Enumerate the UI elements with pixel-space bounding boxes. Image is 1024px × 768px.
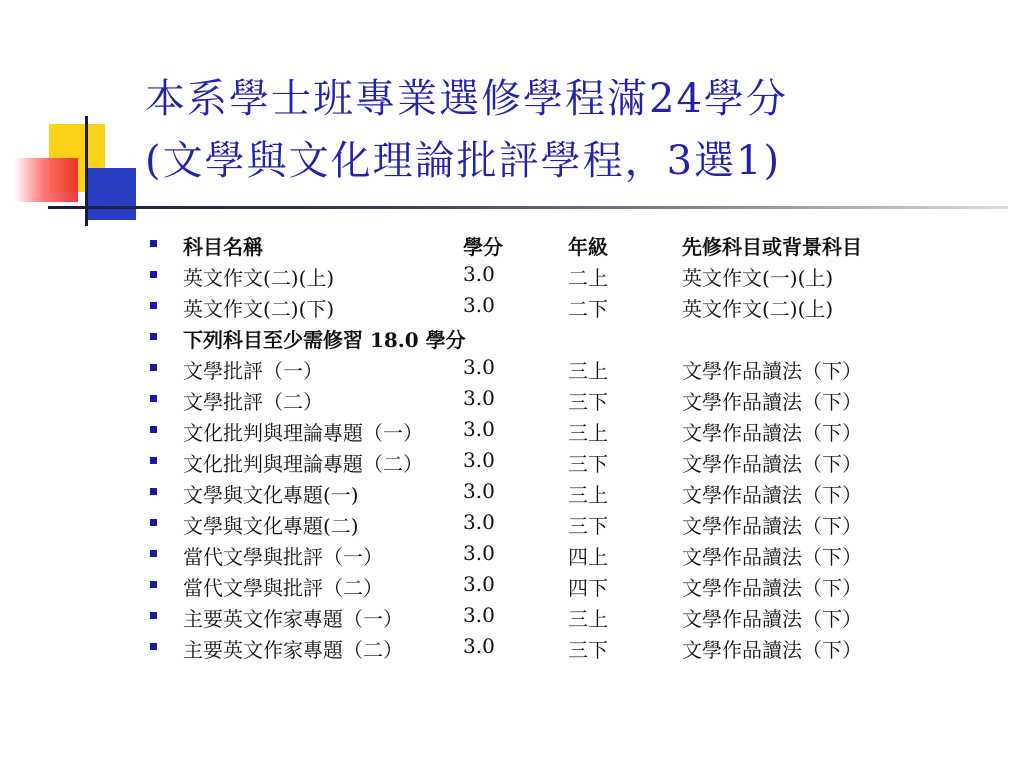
course-name: 當代文學與批評（一）: [183, 545, 383, 569]
course-credit: 3.0: [463, 572, 495, 596]
course-credit: 3.0: [463, 262, 495, 286]
list-item: [150, 384, 1010, 415]
list-item: [150, 291, 1010, 322]
square-bullet-icon: [150, 457, 157, 464]
course-prereq: 文學作品讀法（下）: [682, 607, 862, 631]
square-bullet-icon: [150, 240, 157, 247]
course-year: 四上: [568, 545, 608, 569]
header-row: [150, 229, 1010, 260]
logo-red-bar: [14, 158, 78, 202]
course-year: 二下: [568, 297, 608, 321]
course-credit: 3.0: [463, 541, 495, 565]
course-year: 三上: [568, 421, 608, 445]
list-item: [150, 260, 1010, 291]
header-credit: 學分: [463, 235, 503, 259]
header-prereq: 先修科目或背景科目: [682, 235, 862, 259]
course-credit: 3.0: [463, 293, 495, 317]
course-prereq: 文學作品讀法（下）: [682, 514, 862, 538]
course-name: 文學與文化專題(一): [183, 483, 359, 507]
course-prereq: 英文作文(二)(上): [682, 297, 834, 321]
course-prereq: 文學作品讀法（下）: [682, 638, 862, 662]
course-prereq: 文學作品讀法（下）: [682, 390, 862, 414]
list-item: [150, 446, 1010, 477]
course-name: 英文作文(二)(上): [183, 266, 335, 290]
course-prereq: 文學作品讀法（下）: [682, 421, 862, 445]
course-prereq: 文學作品讀法（下）: [682, 483, 862, 507]
square-bullet-icon: [150, 426, 157, 433]
header-year: 年級: [568, 235, 608, 259]
course-name: 英文作文(二)(下): [183, 297, 335, 321]
title-line-2: (文學與文化理論批評學程，3選1): [145, 138, 782, 184]
square-bullet-icon: [150, 488, 157, 495]
course-credit: 3.0: [463, 634, 495, 658]
header-name: 科目名稱: [183, 235, 263, 259]
square-bullet-icon: [150, 612, 157, 619]
course-year: 三上: [568, 359, 608, 383]
list-item: [150, 570, 1010, 601]
square-bullet-icon: [150, 271, 157, 278]
logo-vertical-line: [85, 116, 88, 226]
course-prereq: 文學作品讀法（下）: [682, 576, 862, 600]
square-bullet-icon: [150, 395, 157, 402]
course-name: 文學批評（二）: [183, 390, 323, 414]
course-prereq: 文學作品讀法（下）: [682, 359, 862, 383]
square-bullet-icon: [150, 333, 157, 340]
course-credit: 3.0: [463, 417, 495, 441]
list-item: [150, 508, 1010, 539]
course-name: 文學與文化專題(二): [183, 514, 359, 538]
list-item: [150, 353, 1010, 384]
title-line-1: 本系學士班專業選修學程滿24學分: [145, 76, 788, 122]
course-credit: 3.0: [463, 448, 495, 472]
list-item: [150, 415, 1010, 446]
course-credit: 3.0: [463, 386, 495, 410]
course-credit: 3.0: [463, 355, 495, 379]
course-credit: 3.0: [463, 510, 495, 534]
list-item: [150, 632, 1010, 663]
course-name: 文化批判與理論專題（一）: [183, 421, 423, 445]
requirement-note: [150, 322, 1010, 353]
course-year: 三下: [568, 390, 608, 414]
list-item: [150, 601, 1010, 632]
course-year: 三上: [568, 483, 608, 507]
course-prereq: 文學作品讀法（下）: [682, 452, 862, 476]
course-credit: 3.0: [463, 479, 495, 503]
course-year: 三下: [568, 638, 608, 662]
course-name: 主要英文作家專題（二）: [183, 638, 403, 662]
square-bullet-icon: [150, 519, 157, 526]
square-bullet-icon: [150, 581, 157, 588]
course-year: 三上: [568, 607, 608, 631]
square-bullet-icon: [150, 302, 157, 309]
list-item: [150, 477, 1010, 508]
course-name: 文學批評（一）: [183, 359, 323, 383]
course-year: 三下: [568, 452, 608, 476]
course-list: [150, 229, 1010, 663]
course-name: 主要英文作家專題（一）: [183, 607, 403, 631]
course-name: 文化批判與理論專題（二）: [183, 452, 423, 476]
logo-blue-square: [88, 168, 136, 220]
course-year: 三下: [568, 514, 608, 538]
note-text: 下列科目至少需修習 18.0 學分: [183, 328, 466, 352]
slide-title: [145, 68, 1015, 192]
square-bullet-icon: [150, 643, 157, 650]
course-name: 當代文學與批評（二）: [183, 576, 383, 600]
list-item: [150, 539, 1010, 570]
course-year: 二上: [568, 266, 608, 290]
square-bullet-icon: [150, 364, 157, 371]
course-credit: 3.0: [463, 603, 495, 627]
course-year: 四下: [568, 576, 608, 600]
square-bullet-icon: [150, 550, 157, 557]
title-underline: [48, 206, 1008, 209]
course-prereq: 英文作文(一)(上): [682, 266, 834, 290]
course-prereq: 文學作品讀法（下）: [682, 545, 862, 569]
